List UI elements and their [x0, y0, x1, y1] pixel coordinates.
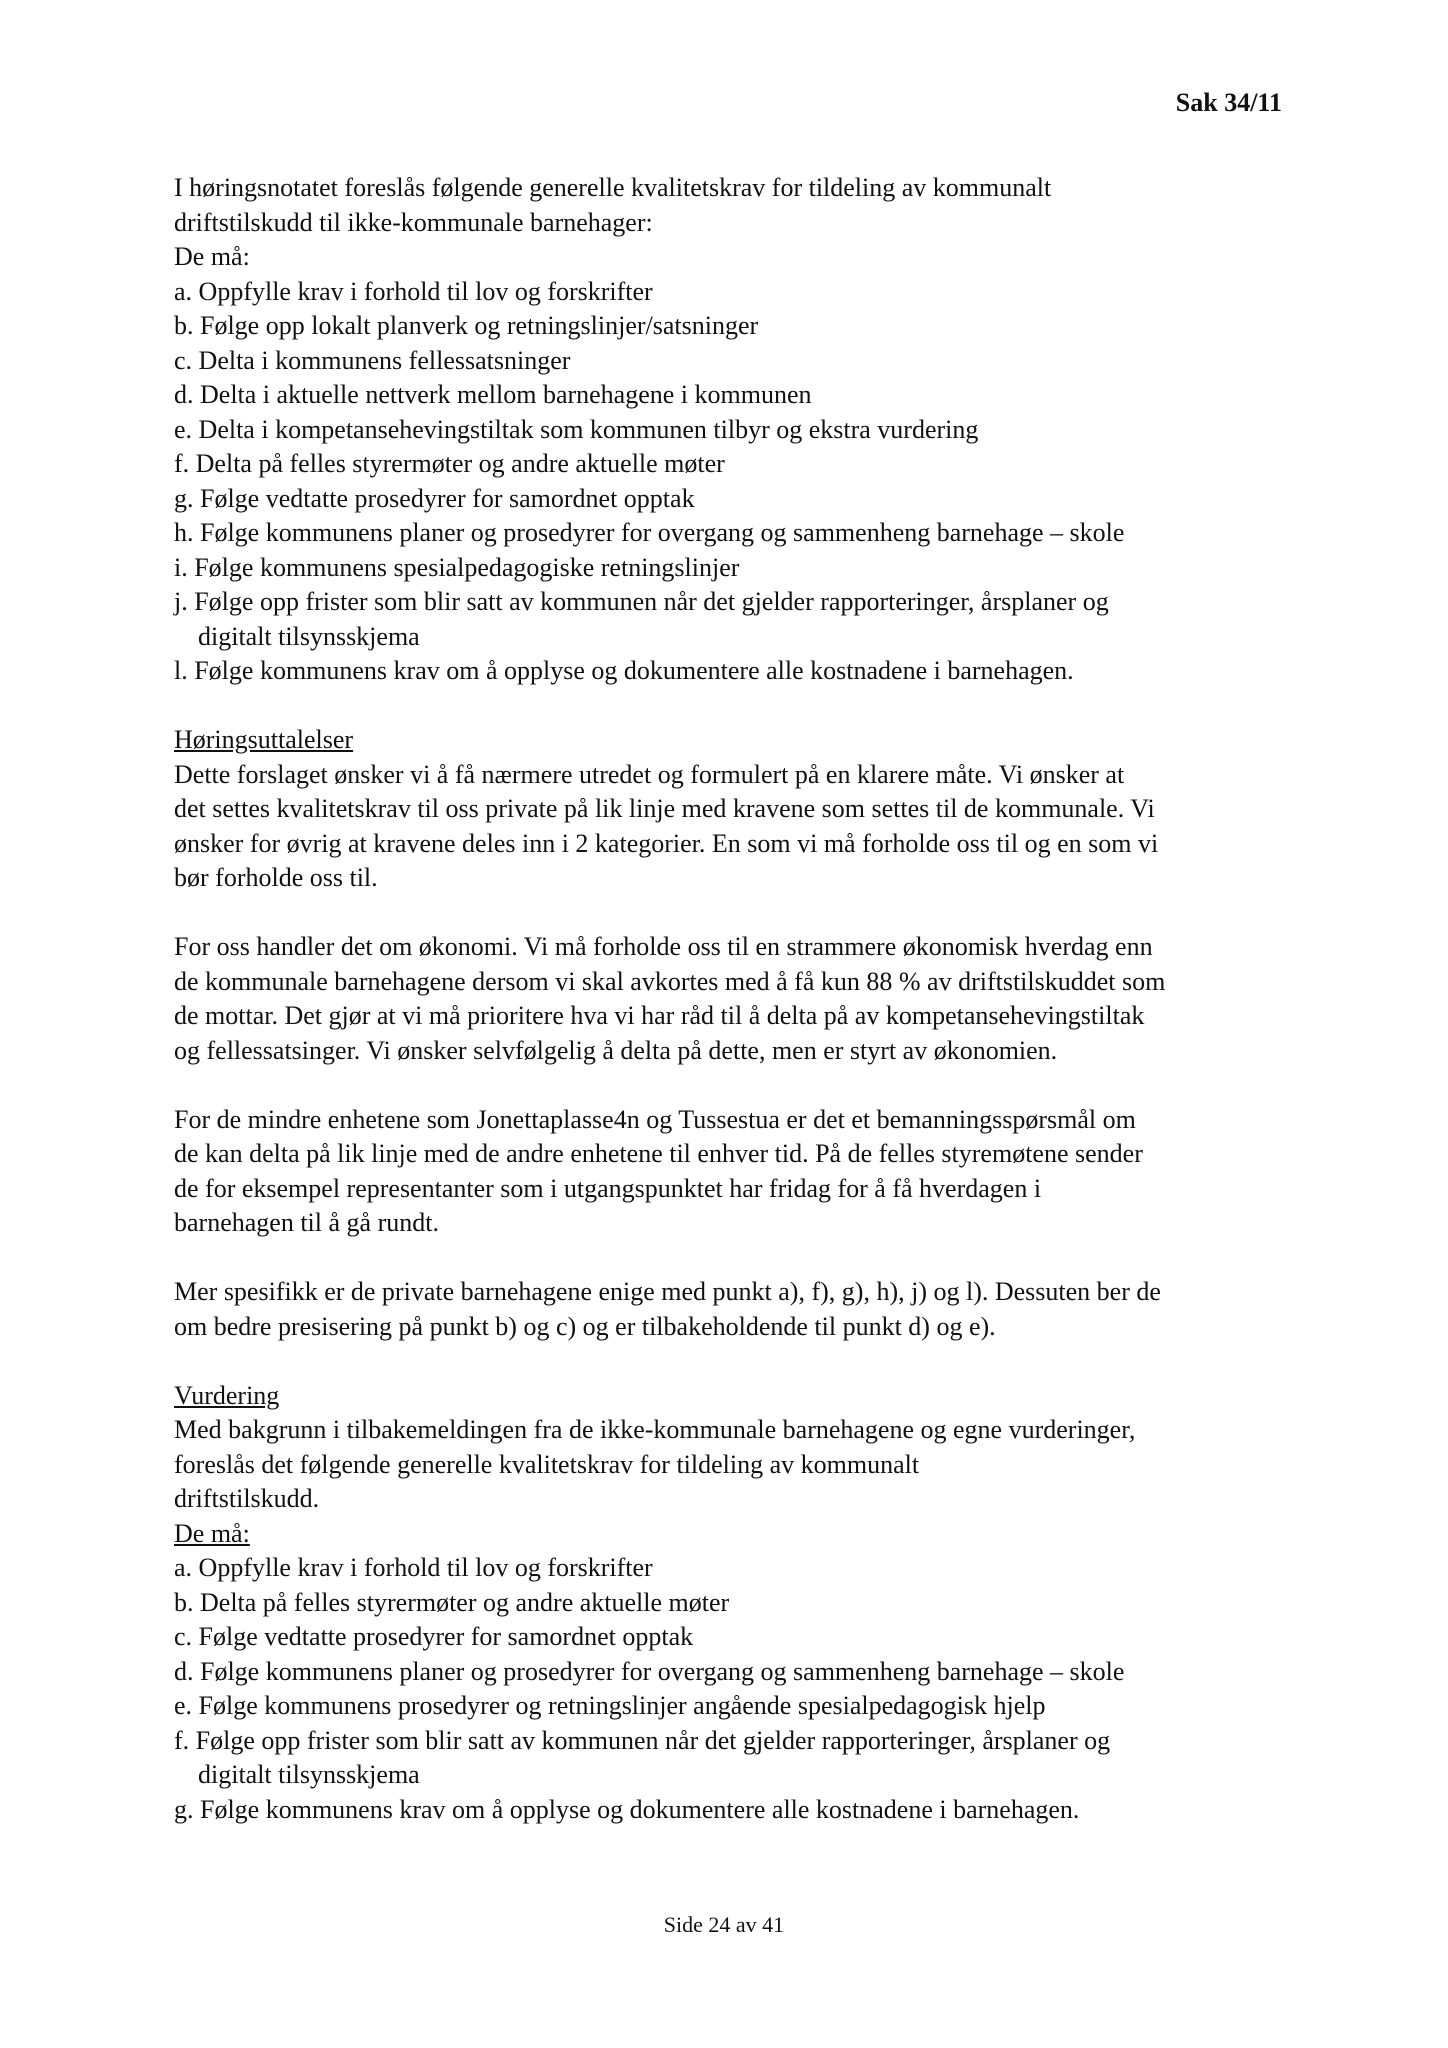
- hearing-line: For oss handler det om økonomi. Vi må forholde oss til en strammere økonomisk hverdag enn: [174, 932, 1153, 961]
- proposed-item: j. Følge opp frister som blir satt av kommunen når det gjelder rapporteringer, årsplaner og: [174, 587, 1109, 616]
- assessment-item: g. Følge kommunens krav om å opplyse og dokumentere alle kostnadene i barnehagen.: [174, 1794, 1080, 1824]
- assessment-line: Med bakgrunn i tilbakemeldingen fra de ikke-kommunale barnehagene og egne vurderinger,: [174, 1415, 1136, 1444]
- spacer: [174, 1241, 1294, 1276]
- spacer: [174, 1344, 1294, 1379]
- proposed-item: f. Delta på felles styrermøter og andre aktuelle møter: [174, 449, 725, 478]
- document-body: [174, 171, 1294, 1827]
- assessment-item: d. Følge kommunens planer og prosedyrer for overgang og sammenheng barnehage – skole: [174, 1656, 1125, 1686]
- intro-line: De må:: [174, 242, 250, 271]
- hearing-heading: Høringsuttalelser: [174, 725, 354, 754]
- assessment-line: foreslås det følgende generelle kvalitetskrav for tildeling av kommunalt: [174, 1449, 920, 1479]
- spacer: [174, 689, 1294, 724]
- intro-line: driftstilskudd til ikke-kommunale barnehager:: [174, 207, 653, 237]
- proposed-item: a. Oppfylle krav i forhold til lov og forskrifter: [174, 276, 653, 306]
- proposed-item-continuation: digitalt tilsynsskjema: [198, 621, 420, 651]
- spacer: [174, 896, 1294, 931]
- assessment-item: c. Følge vedtatte prosedyrer for samordnet opptak: [174, 1622, 694, 1651]
- hearing-line: de kommunale barnehagene dersom vi skal avkortes med å få kun 88 % av driftstilskuddet som: [174, 966, 1166, 996]
- hearing-line: bør forholde oss til.: [174, 863, 378, 892]
- proposed-item: g. Følge vedtatte prosedyrer for samordnet opptak: [174, 483, 695, 513]
- proposed-item: b. Følge opp lokalt planverk og retningslinjer/satsninger: [174, 311, 759, 340]
- proposed-item: i. Følge kommunens spesialpedagogiske retningslinjer: [174, 552, 740, 582]
- hearing-line: de for eksempel representanter som i utgangspunktet har fridag for å få hverdagen i: [174, 1173, 1042, 1203]
- assessment-item-continuation: digitalt tilsynsskjema: [198, 1760, 420, 1789]
- hearing-line: de kan delta på lik linje med de andre enhetene til enhver tid. På de felles styremøtene sender: [174, 1139, 1143, 1168]
- hearing-line: de mottar. Det gjør at vi må prioritere hva vi har råd til å delta på av kompetansehevingstiltak: [174, 1001, 1145, 1030]
- spacer: [174, 1068, 1294, 1103]
- assessment-item: f. Følge opp frister som blir satt av kommunen når det gjelder rapporteringer, årsplaner og: [174, 1725, 1111, 1755]
- intro-line: I høringsnotatet foreslås følgende generelle kvalitetskrav for tildeling av kommunalt: [174, 173, 1052, 202]
- page-number: Side 24 av 41: [663, 1912, 785, 1937]
- assessment-line: driftstilskudd.: [174, 1484, 320, 1513]
- hearing-line: om bedre presisering på punkt b) og c) og er tilbakeholdende til punkt d) og e).: [174, 1311, 996, 1341]
- hearing-line: barnehagen til å gå rundt.: [174, 1208, 439, 1237]
- hearing-line: For de mindre enhetene som Jonettaplasse4n og Tussestua er det et bemanningsspørsmål om: [174, 1104, 1136, 1134]
- proposed-item: e. Delta i kompetansehevingstiltak som kommunen tilbyr og ekstra vurdering: [174, 414, 979, 444]
- proposed-item: d. Delta i aktuelle nettverk mellom barnehagene i kommunen: [174, 380, 812, 409]
- assessment-subheading: De må:: [174, 1518, 250, 1548]
- case-reference: Sak 34/11: [1175, 88, 1282, 117]
- hearing-line: Mer spesifikk er de private barnehagene enige med punkt a), f), g), h), j) og l). Dessuten ber de: [174, 1277, 1161, 1306]
- proposed-item: c. Delta i kommunens fellessatsninger: [174, 345, 571, 375]
- assessment-heading: Vurdering: [174, 1380, 280, 1410]
- proposed-item: l. Følge kommunens krav om å opplyse og dokumentere alle kostnadene i barnehagen.: [174, 656, 1074, 685]
- assessment-item: a. Oppfylle krav i forhold til lov og forskrifter: [174, 1553, 653, 1582]
- hearing-line: det settes kvalitetskrav til oss private på lik linje med kravene som settes til de kommunale. Vi: [174, 794, 1155, 823]
- assessment-item: b. Delta på felles styrermøter og andre aktuelle møter: [174, 1587, 730, 1617]
- hearing-line: og fellessatsinger. Vi ønsker selvfølgelig å delta på dette, men er styrt av økonomien.: [174, 1035, 1058, 1065]
- hearing-line: Dette forslaget ønsker vi å få nærmere utredet og formulert på en klarere måte. Vi ønsker at: [174, 759, 1125, 789]
- hearing-line: ønsker for øvrig at kravene deles inn i 2 kategorier. En som vi må forholde oss til og en som vi: [174, 828, 1159, 858]
- proposed-item: h. Følge kommunens planer og prosedyrer for overgang og sammenheng barnehage – skole: [174, 518, 1125, 547]
- assessment-item: e. Følge kommunens prosedyrer og retningslinjer angående spesialpedagogisk hjelp: [174, 1691, 1046, 1720]
